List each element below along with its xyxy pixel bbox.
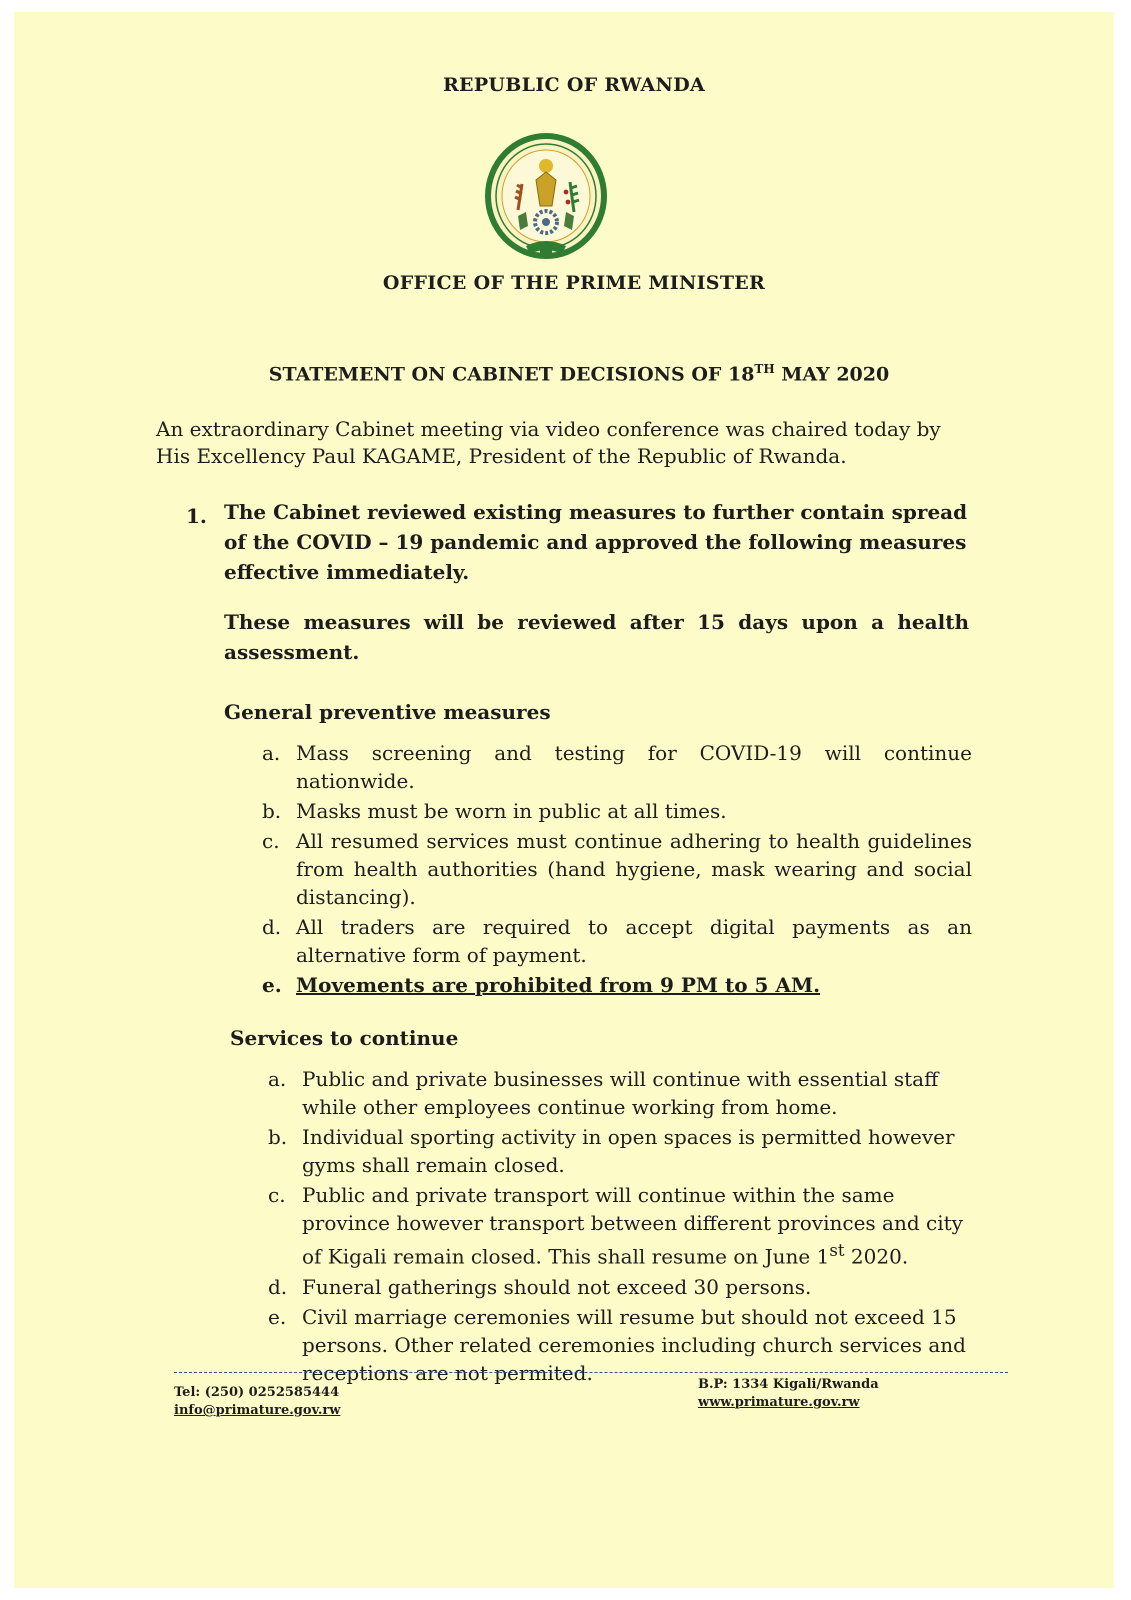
list-item: a. Mass screening and testing for COVID-19 will continue nationwide. — [262, 741, 972, 793]
footer-email-link[interactable]: info@primature.gov.rw — [174, 1403, 341, 1418]
list-item: c. All resumed services must continue adhering to health guidelines from health authorities (hand hygiene, mask wearing and social distancing). — [262, 829, 972, 909]
list-item: d. All traders are required to accept digital payments as an alternative form of payment. — [262, 915, 972, 967]
item-number: 1. — [186, 504, 207, 528]
services-heading: Services to continue — [230, 1026, 459, 1050]
review-note: These measures will be reviewed after 15 days upon a health assessment. — [224, 610, 969, 664]
list-item: e. Civil marriage ceremonies will resume but should not exceed 15 persons. Other related ceremonies including church services and receptions are not permited. — [268, 1304, 966, 1385]
footer-divider — [174, 1372, 1008, 1373]
list-item: b. Individual sporting activity in open spaces is permitted however gyms shall remain closed. — [268, 1125, 955, 1177]
list-item: c. Public and private transport will continue within the same province however transport between different provinces and city of Kigali remain closed. This shall resume on June 1st 2020. — [268, 1183, 963, 1269]
republic-heading: REPUBLIC OF RWANDA — [442, 74, 706, 96]
services-list — [268, 1065, 980, 1389]
footer-bp: B.P: 1334 Kigali/Rwanda — [698, 1377, 879, 1392]
statement-title: STATEMENT ON CABINET DECISIONS OF 18TH MAY 2020 — [268, 362, 890, 386]
footer-website-link[interactable]: www.primature.gov.rw — [698, 1395, 860, 1410]
footer-tel: Tel: (250) 0252585444 — [174, 1385, 340, 1400]
rwanda-emblem-icon — [482, 132, 610, 264]
intro-paragraph: An extraordinary Cabinet meeting via video conference was chaired today by His Excellency Paul KAGAME, President of the Republic of Rwanda. — [156, 417, 941, 468]
list-item: b. Masks must be worn in public at all times. — [262, 799, 727, 823]
general-measures-heading: General preventive measures — [224, 700, 551, 724]
footer-address — [698, 1376, 879, 1412]
item1-text: The Cabinet reviewed existing measures to further contain spread of the COVID – 19 pandemic and approved the following measures effective immediately. — [224, 500, 968, 584]
list-item: e. Movements are prohibited from 9 PM to 5 AM. — [262, 973, 821, 997]
document-page — [14, 12, 1114, 1588]
list-item: d. Funeral gatherings should not exceed 30 persons. — [268, 1274, 812, 1299]
general-measures-list — [262, 739, 972, 1001]
list-item: a. Public and private businesses will continue with essential staff while other employees continue working from home. — [268, 1067, 939, 1119]
footer-contact — [174, 1384, 340, 1420]
office-heading: OFFICE OF THE PRIME MINISTER — [382, 272, 766, 294]
